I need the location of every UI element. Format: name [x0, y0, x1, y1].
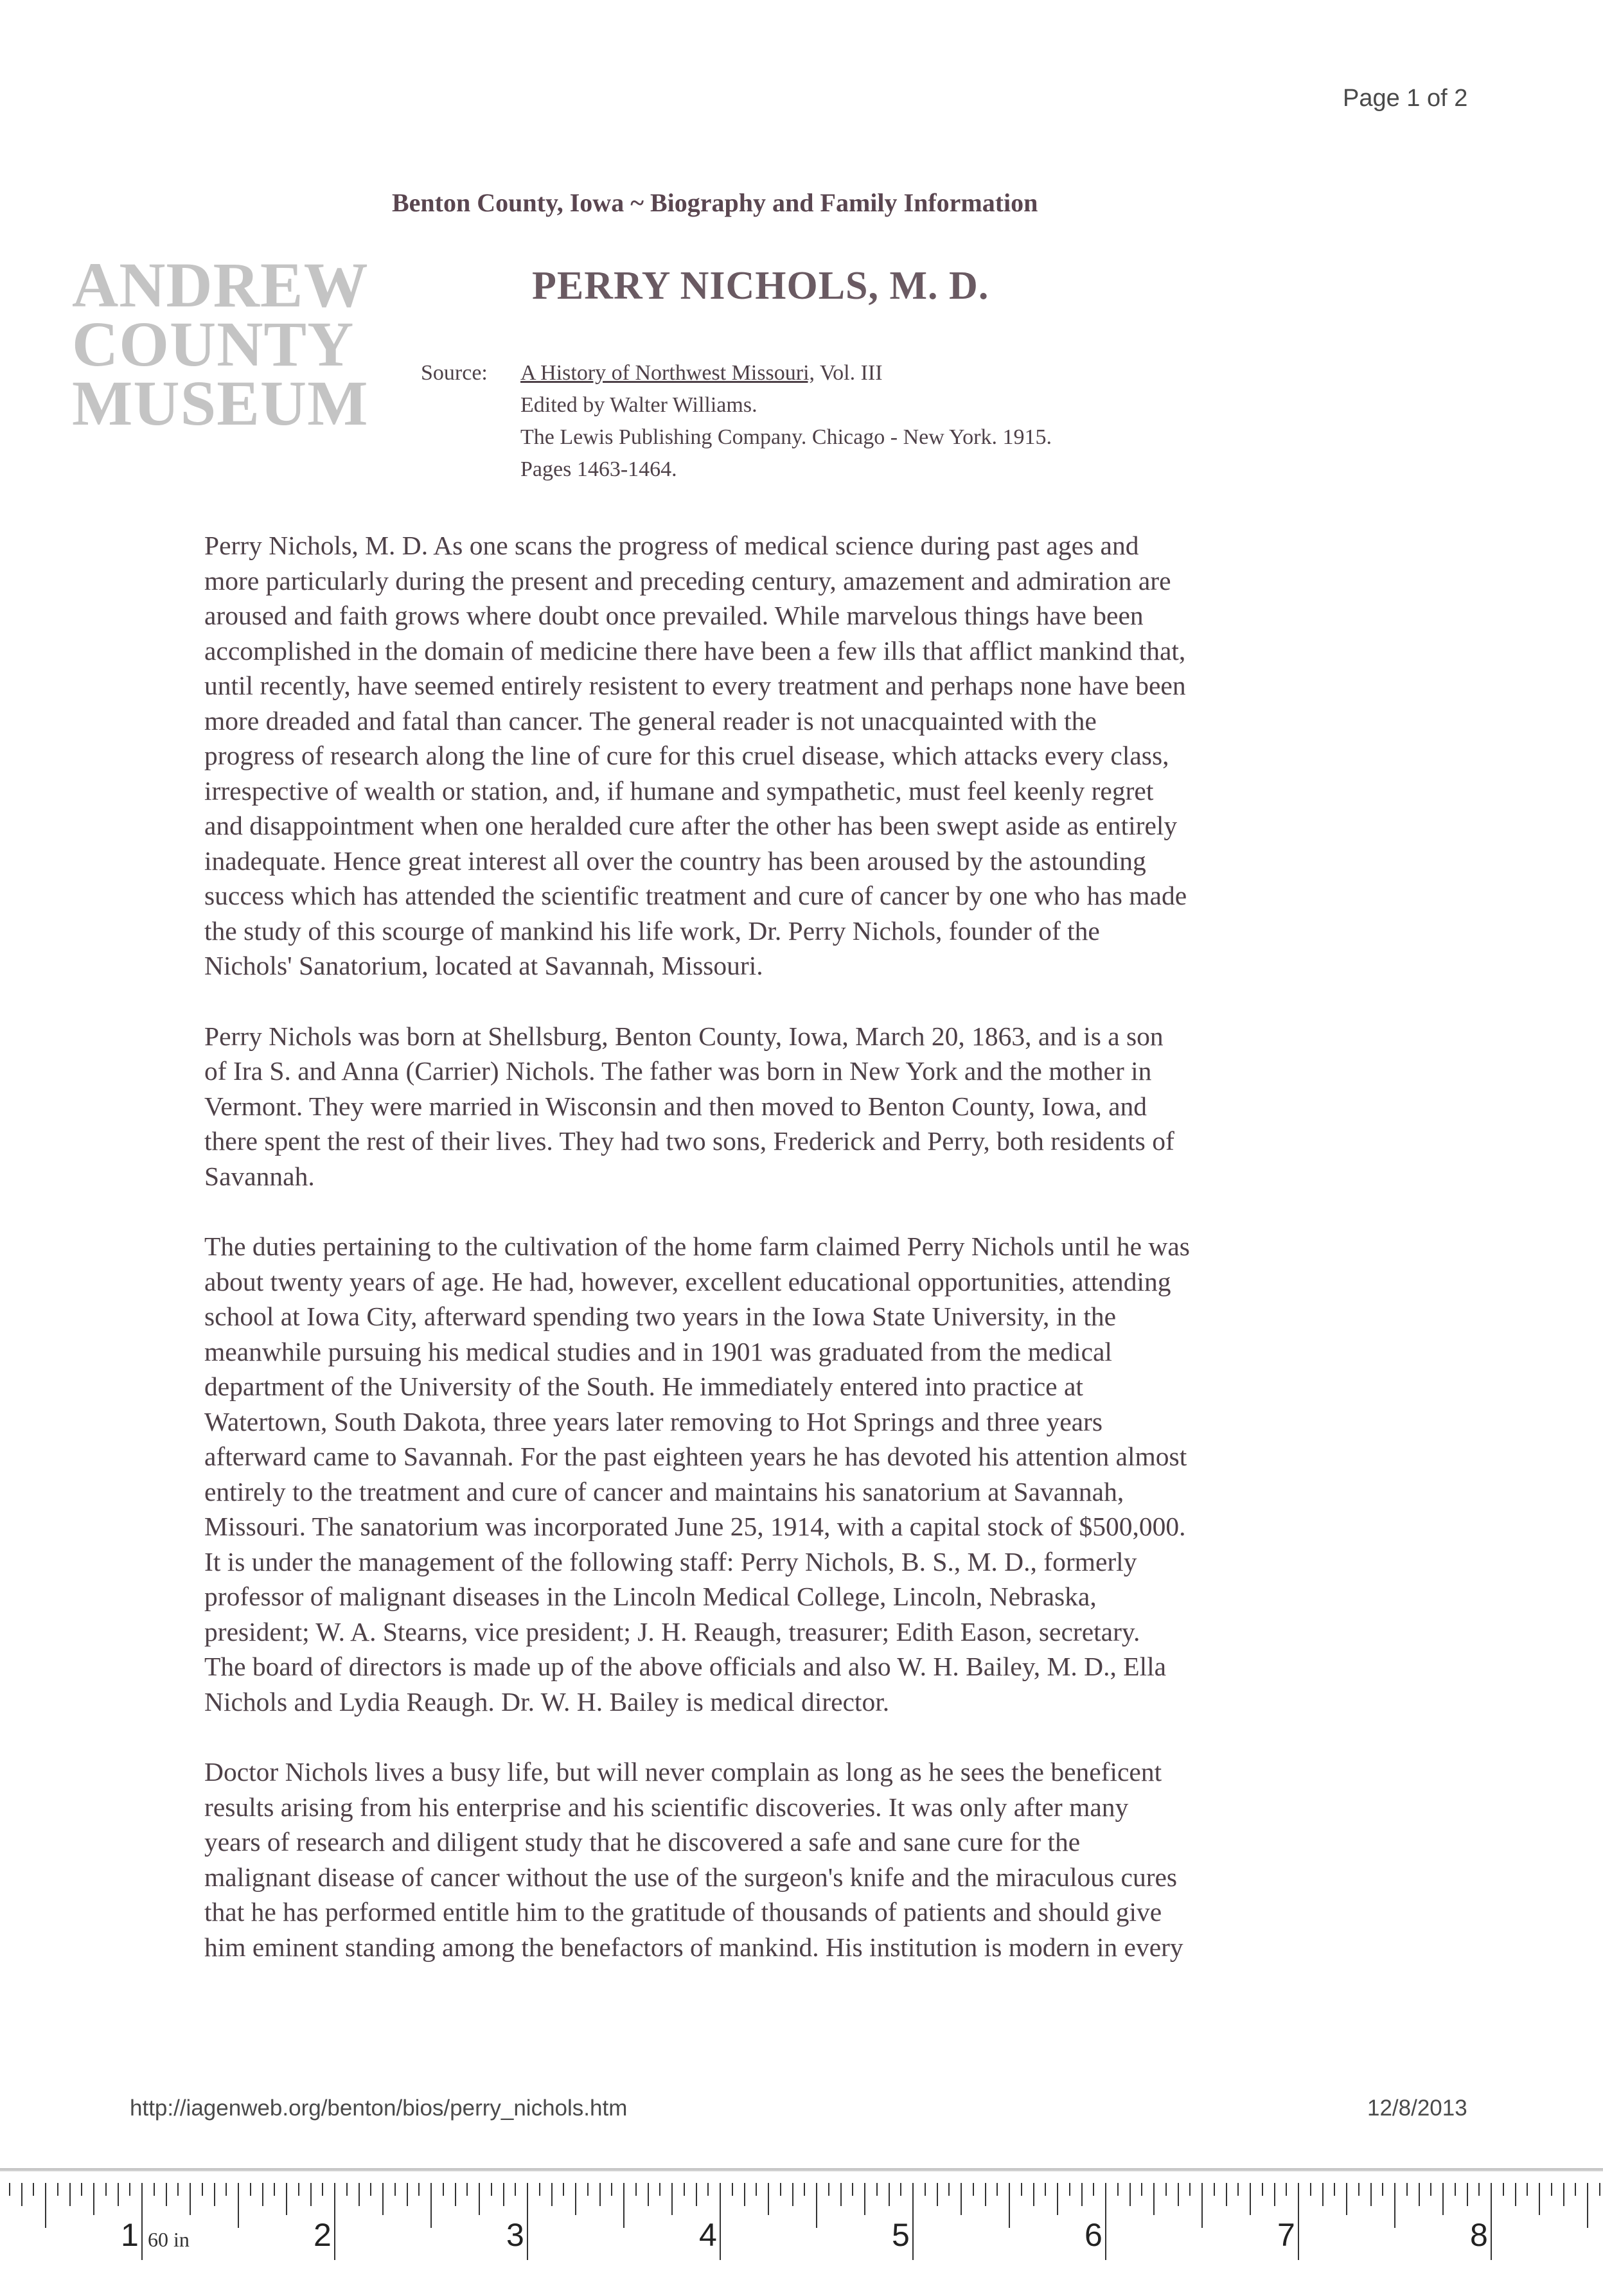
ruler-tick — [1189, 2183, 1191, 2196]
paragraph — [204, 528, 1438, 984]
text-line: entirely to the treatment and cure of cancer and maintains his sanatorium at Savannah, — [204, 1476, 1124, 1506]
text-line: Perry Nichols, M. D. As one scans the progress of medical science during past ages and — [204, 531, 1139, 560]
ruler-number: 1 — [121, 2217, 139, 2253]
ruler-tick — [1442, 2183, 1444, 2215]
text-line: Savannah. — [204, 1161, 315, 1191]
ruler-tick — [1563, 2183, 1564, 2206]
ruler-tick — [503, 2183, 504, 2206]
ruler-number: 4 — [699, 2217, 717, 2253]
ruler-tick — [623, 2183, 624, 2228]
ruler-tick — [1467, 2183, 1468, 2206]
ruler-tick — [889, 2183, 890, 2206]
text-line: school at Iowa City, afterward spending two years in the Iowa State University, in the — [204, 1302, 1117, 1331]
ruler-tick — [455, 2183, 456, 2206]
source-book-volume: Vol. III — [815, 361, 883, 385]
ruler-tick — [202, 2183, 203, 2196]
ruler-tick — [214, 2183, 215, 2206]
ruler-tick — [81, 2183, 82, 2196]
ruler-tick — [1237, 2183, 1239, 2196]
ruler-tick — [1081, 2183, 1083, 2206]
ruler-tick — [1153, 2183, 1155, 2215]
ruler-tick — [900, 2183, 901, 2196]
ruler-tick — [238, 2183, 239, 2228]
ruler-tick — [1382, 2183, 1383, 2196]
ruler-tick — [563, 2183, 564, 2196]
text-line: malignant disease of cancer without the use of the surgeon's knife and the miraculous cures — [204, 1862, 1178, 1892]
ruler-tick — [1214, 2183, 1215, 2196]
ruler-tick — [1599, 2183, 1600, 2196]
ruler-tick — [1430, 2183, 1431, 2196]
ruler-tick — [1419, 2183, 1420, 2206]
text-line: more dreaded and fatal than cancer. The general reader is not unacquainted with the — [204, 705, 1097, 736]
ruler-tick — [1021, 2183, 1022, 2196]
ruler-tick — [1394, 2183, 1395, 2228]
ruler-tick — [611, 2183, 612, 2196]
biography-body — [204, 528, 1438, 2000]
paragraph — [204, 1019, 1438, 1194]
paragraph — [204, 1229, 1438, 1719]
ruler-tick — [732, 2183, 733, 2196]
source-label: Source: — [421, 361, 488, 385]
text-line: more particularly during the present and preceding century, amazement and admiration are — [204, 565, 1171, 596]
ruler-edge — [0, 2168, 1603, 2171]
text-line: irrespective of wealth or station, and, if humane and sympathetic, must feel keenly regret — [204, 775, 1154, 806]
text-line: of Ira S. and Anna (Carrier) Nichols. The father was born in New York and the mother in — [204, 1056, 1152, 1086]
ruler-tick — [298, 2183, 299, 2196]
text-line: progress of research along the line of cure for this cruel disease, which attacks every class, — [204, 741, 1169, 770]
ruler-tick — [985, 2183, 986, 2206]
museum-watermark — [72, 249, 369, 439]
ruler-tick — [961, 2183, 962, 2215]
ruler-tick — [587, 2183, 589, 2196]
ruler-tick — [1117, 2183, 1119, 2196]
footer-url: http://iagenweb.org/benton/bios/perry_nichols.htm — [130, 2096, 628, 2121]
ruler-tick — [973, 2183, 974, 2196]
ruler-tick — [177, 2183, 179, 2196]
ruler-tick — [1165, 2183, 1167, 2196]
ruler-tick — [1478, 2183, 1480, 2196]
text-line: him eminent standing among the benefactors of mankind. His institution is modern in every — [204, 1932, 1183, 1962]
text-line: meanwhile pursuing his medical studies and in 1901 was graduated from the medical — [204, 1336, 1112, 1366]
ruler-tick — [154, 2183, 155, 2196]
ruler-tick — [1575, 2183, 1576, 2196]
ruler-tick — [707, 2183, 709, 2196]
page-title: PERRY NICHOLS, M. D. — [532, 264, 989, 308]
ruler-tick — [876, 2183, 878, 2196]
ruler-tick — [359, 2183, 360, 2206]
source-book-line — [520, 357, 1052, 389]
ruler-tick — [1334, 2183, 1335, 2196]
ruler-tick — [804, 2183, 805, 2196]
ruler-tick — [1539, 2183, 1540, 2215]
text-line: and disappointment when one heralded cure after the other has been swept aside as entirely — [204, 811, 1178, 840]
ruler-tick — [418, 2183, 420, 2196]
text-line: Nichols and Lydia Reaugh. Dr. W. H. Bailey is medical director. — [204, 1686, 890, 1717]
text-line: Doctor Nichols lives a busy life, but will never complain as long as he sees the beneficent — [204, 1757, 1162, 1787]
ruler-tick — [816, 2183, 817, 2228]
ruler-tick — [648, 2183, 649, 2206]
ruler-tick — [190, 2183, 191, 2215]
ruler-tick — [1250, 2183, 1251, 2215]
source-pages: Pages 1463-1464. — [520, 457, 677, 481]
ruler-tick — [286, 2183, 287, 2215]
ruler-tick — [346, 2183, 348, 2196]
ruler-tick — [1406, 2183, 1408, 2196]
ruler-tick — [334, 2183, 335, 2260]
ruler-tick — [925, 2183, 926, 2196]
ruler-tick — [479, 2183, 480, 2215]
ruler-tick — [491, 2183, 492, 2196]
ruler-tick — [1057, 2183, 1058, 2215]
ruler-tick — [696, 2183, 697, 2206]
source-book-title: A History of Northwest Missouri, — [520, 361, 815, 385]
ruler-tick — [756, 2183, 757, 2196]
ruler-tick — [69, 2183, 71, 2206]
ruler-tick — [141, 2183, 143, 2260]
ruler-tick — [118, 2183, 119, 2206]
text-line: Vermont. They were married in Wisconsin and then moved to Benton County, Iowa, and — [204, 1091, 1147, 1121]
ruler-tick — [394, 2183, 396, 2196]
ruler-tick — [744, 2183, 745, 2206]
ruler-tick — [996, 2183, 998, 2196]
ruler-tick — [1129, 2183, 1131, 2206]
ruler-tick — [129, 2183, 130, 2196]
ruler-tick — [1033, 2183, 1034, 2206]
ruler-tick — [635, 2183, 637, 2196]
text-line: Perry Nichols was born at Shellsburg, Benton County, Iowa, March 20, 1863, and is a son — [204, 1021, 1164, 1051]
ruler-tick — [1226, 2183, 1227, 2206]
text-line: Nichols' Sanatorium, located at Savannah, Missouri. — [204, 951, 763, 980]
ruler-tick — [1322, 2183, 1324, 2206]
ruler-number: 7 — [1277, 2217, 1295, 2253]
ruler-tick — [948, 2183, 950, 2196]
ruler-tick — [1491, 2183, 1492, 2260]
watermark-line: COUNTY — [72, 308, 355, 380]
ruler-tick — [864, 2183, 865, 2215]
ruler-tick — [1093, 2183, 1094, 2196]
footer-date: 12/8/2013 — [1367, 2096, 1467, 2121]
ruler-tick — [1045, 2183, 1046, 2196]
text-line: It is under the management of the following staff: Perry Nichols, B. S., M. D., formerly — [204, 1546, 1137, 1576]
text-line: Missouri. The sanatorium was incorporated June 25, 1914, with a capital stock of $500,000. — [204, 1512, 1186, 1541]
text-line: that he has performed entitle him to the gratitude of thousands of patients and should give — [204, 1897, 1162, 1927]
text-line: professor of malignant diseases in the Lincoln Medical College, Lincoln, Nebraska, — [204, 1582, 1097, 1611]
text-line: The board of directors is made up of the above officials and also W. H. Bailey, M. D., Ella — [204, 1652, 1167, 1681]
text-line: results arising from his enterprise and his scientific discoveries. It was only after many — [204, 1792, 1129, 1822]
ruler-tick — [539, 2183, 540, 2196]
ruler-tick — [430, 2183, 432, 2228]
paragraph — [204, 1754, 1438, 1965]
ruler-tick — [792, 2183, 793, 2206]
ruler-tick — [1527, 2183, 1528, 2196]
ruler-tick — [1105, 2183, 1106, 2260]
text-line: The duties pertaining to the cultivation of the home farm claimed Perry Nichols until he was — [204, 1232, 1190, 1261]
ruler-tick — [912, 2183, 914, 2260]
ruler-number: 5 — [892, 2217, 910, 2253]
ruler-scale-label: 60 in — [148, 2228, 190, 2251]
ruler-tick — [937, 2183, 938, 2206]
ruler-tick — [1298, 2183, 1299, 2260]
ruler-tick — [515, 2183, 516, 2196]
ruler-number: 6 — [1085, 2217, 1103, 2253]
ruler-tick — [466, 2183, 468, 2196]
ruler-tick — [9, 2183, 10, 2196]
ruler-tick — [1358, 2183, 1359, 2196]
text-line: Watertown, South Dakota, three years later removing to Hot Springs and three years — [204, 1406, 1103, 1436]
text-line: president; W. A. Stearns, vice president; J. H. Reaugh, treasurer; Edith Eason, secretary. — [204, 1616, 1140, 1647]
ruler-tick — [828, 2183, 829, 2196]
ruler-tick — [551, 2183, 553, 2206]
ruler-tick — [105, 2183, 107, 2196]
ruler-tick — [852, 2183, 853, 2196]
ruler-number: 2 — [314, 2217, 332, 2253]
ruler-tick — [166, 2183, 167, 2206]
watermark-line: MUSEUM — [72, 367, 369, 439]
text-line: aroused and faith grows where doubt once prevailed. While marvelous things have been — [204, 601, 1144, 630]
ruler-tick — [1201, 2183, 1203, 2228]
ruler-tick — [93, 2183, 94, 2215]
text-line: about twenty years of age. He had, however, excellent educational opportunities, attending — [204, 1266, 1171, 1296]
ruler-tick — [1262, 2183, 1263, 2196]
source-publisher: The Lewis Publishing Company. Chicago - New York. 1915. — [520, 425, 1052, 449]
ruler-tick — [1346, 2183, 1347, 2215]
ruler-tick — [1587, 2183, 1588, 2228]
watermark-line: ANDREW — [72, 249, 369, 321]
ruler-tick — [599, 2183, 601, 2206]
ruler-tick — [1274, 2183, 1275, 2206]
ruler-tick — [527, 2183, 528, 2260]
ruler-tick — [407, 2183, 408, 2206]
ruler-tick — [780, 2183, 781, 2196]
text-line: inadequate. Hence great interest all over the country has been aroused by the astounding — [204, 845, 1146, 876]
ruler-tick — [1069, 2183, 1070, 2196]
ruler-tick — [1503, 2183, 1504, 2196]
ruler-tick — [21, 2183, 22, 2206]
text-line: afterward came to Savannah. For the past eighteen years he has devoted his attention almost — [204, 1442, 1187, 1471]
ruler-tick — [310, 2183, 312, 2206]
ruler-tick — [1310, 2183, 1311, 2196]
ruler-tick — [684, 2183, 685, 2196]
ruler-tick — [250, 2183, 251, 2196]
ruler-tick — [45, 2183, 46, 2228]
ruler-tick — [671, 2183, 673, 2215]
ruler-tick — [768, 2183, 769, 2215]
ruler-tick — [840, 2183, 842, 2206]
ruler-tick — [1455, 2183, 1456, 2196]
ruler-tick — [659, 2183, 660, 2196]
ruler — [0, 2183, 1603, 2296]
ruler-tick — [1370, 2183, 1372, 2206]
text-line: the study of this scourge of mankind his life work, Dr. Perry Nichols, founder of the — [204, 915, 1100, 946]
ruler-tick — [33, 2183, 34, 2196]
ruler-tick — [382, 2183, 384, 2215]
text-line: until recently, have seemed entirely resistent to every treatment and perhaps none have been — [204, 671, 1186, 700]
text-line: department of the University of the South. He immediately entered into practice at — [204, 1372, 1083, 1401]
ruler-tick — [1551, 2183, 1552, 2196]
ruler-tick — [322, 2183, 323, 2196]
ruler-tick — [1515, 2183, 1516, 2206]
ruler-tick — [274, 2183, 275, 2196]
text-line: success which has attended the scientific treatment and cure of cancer by one who has made — [204, 881, 1187, 910]
ruler-tick — [443, 2183, 444, 2196]
ruler-tick — [1286, 2183, 1287, 2196]
text-line: years of research and diligent study that he discovered a safe and sane cure for the — [204, 1827, 1081, 1857]
ruler-tick — [1009, 2183, 1010, 2228]
ruler-tick — [262, 2183, 263, 2206]
ruler-number: 8 — [1470, 2217, 1488, 2253]
text-line: accomplished in the domain of medicine there have been a few ills that afflict mankind that, — [204, 635, 1186, 666]
ruler-tick — [1141, 2183, 1142, 2196]
ruler-tick — [226, 2183, 227, 2196]
ruler-tick — [1178, 2183, 1179, 2206]
ruler-number: 3 — [506, 2217, 524, 2253]
source-editor: Edited by Walter Williams. — [520, 393, 757, 417]
site-header: Benton County, Iowa ~ Biography and Family Information — [392, 188, 1038, 217]
ruler-tick — [720, 2183, 721, 2260]
ruler-tick — [57, 2183, 58, 2196]
ruler-tick — [575, 2183, 576, 2215]
ruler-tick — [370, 2183, 371, 2196]
text-line: there spent the rest of their lives. They had two sons, Frederick and Perry, both residents of — [204, 1126, 1174, 1156]
page-indicator: Page 1 of 2 — [1343, 85, 1468, 112]
